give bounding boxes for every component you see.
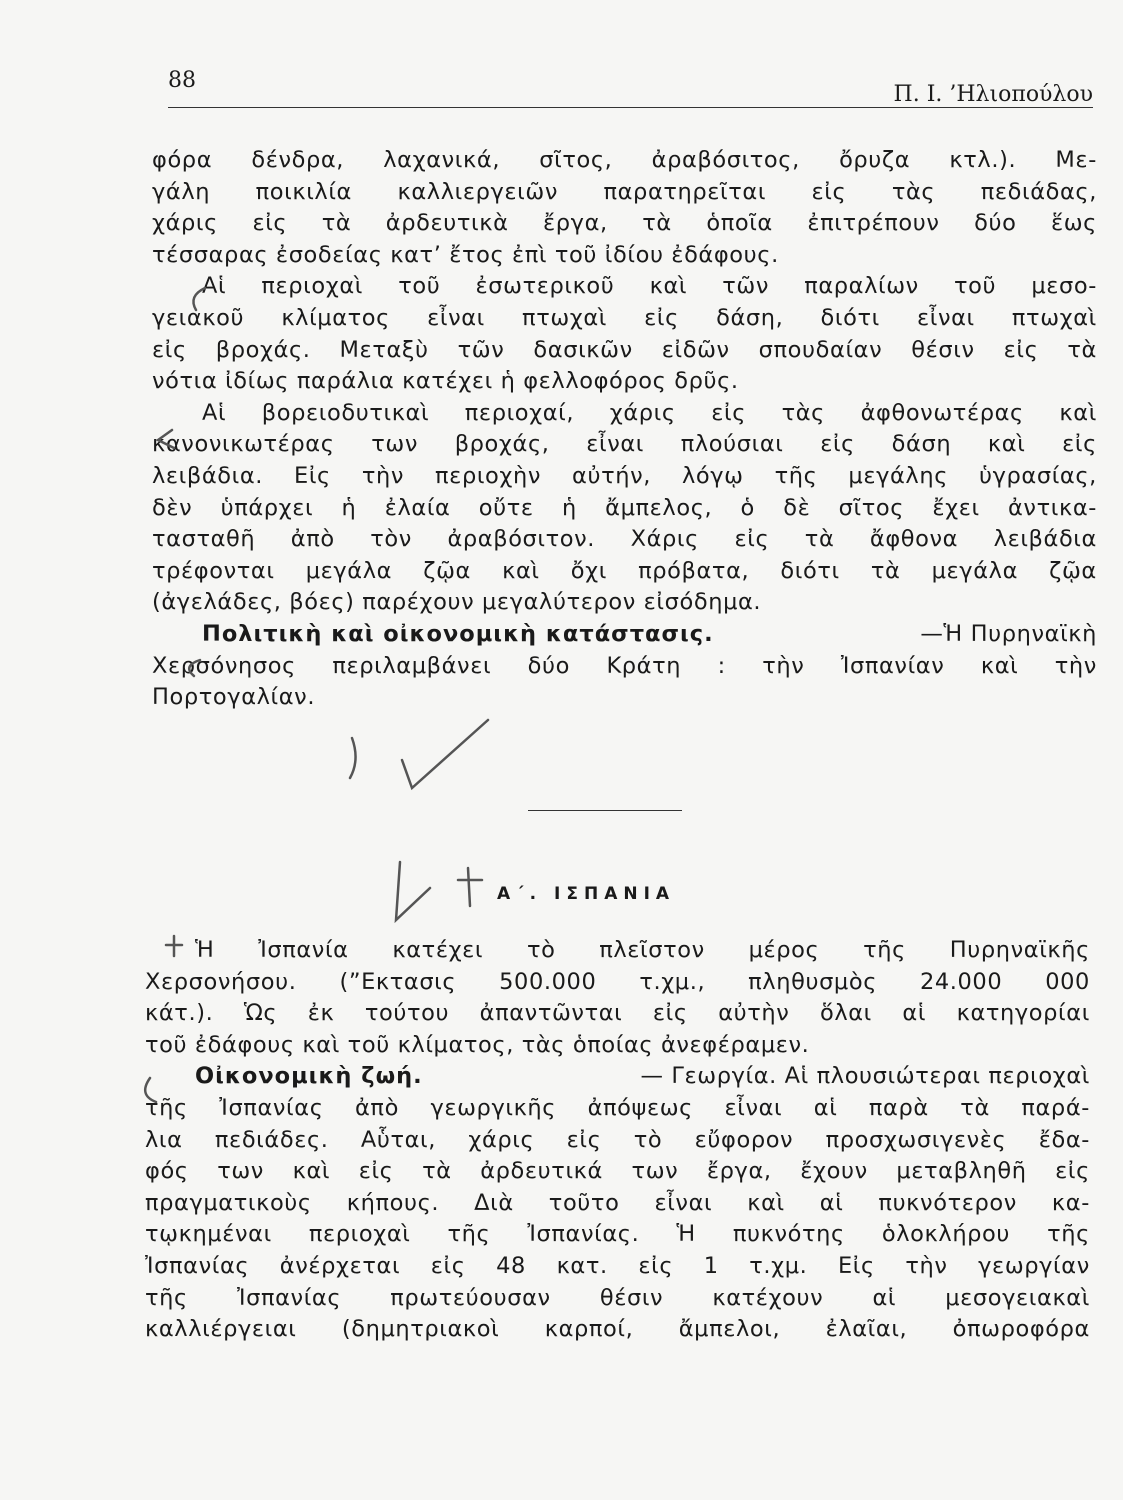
text-line: τρέφονται μεγάλα ζῷα καὶ ὄχι πρόβατα, διότι τὰ μεγάλα ζῷα [152, 557, 1097, 584]
text-line: Πορτογαλίαν. [152, 684, 316, 711]
text-line: τῆς Ἰσπανίας ἀπὸ γεωργικῆς ἀπόψεως εἶναι αἱ παρὰ τὰ παρά- [145, 1094, 1090, 1121]
header-rule [168, 107, 1093, 108]
pencil-check-mark [396, 862, 430, 920]
text-line: καλλιέργειαι (δημητριακοὶ καρποί, ἄμπελοι, ἐλαῖαι, ὀπωροφόρα [145, 1316, 1090, 1343]
page-number: 88 [168, 68, 196, 93]
body-text-bottom [145, 935, 1090, 1346]
text-line: τῆς Ἰσπανίας πρωτεύουσαν θέσιν κατέχουν αἱ μεσογειακαὶ [145, 1284, 1090, 1311]
text-line: φός των καὶ εἰς τὰ ἀρδευτικά των ἔργα, ἔχουν μεταβληθῆ εἰς [145, 1158, 1090, 1185]
paragraph-2 [152, 271, 1097, 397]
text-line: τέσσαρας ἐσοδείας κατ’ ἔτος ἐπὶ τοῦ ἰδίου ἐδάφους. [152, 241, 779, 268]
text-line: εἰς βροχάς. Μεταξὺ τῶν δασικῶν εἰδῶν σπουδαίαν θέσιν εἰς τὰ [152, 336, 1097, 363]
text-line: δὲν ὑπάρχει ἡ ἐλαία οὔτε ἡ ἄμπελος, ὁ δὲ σῖτος ἔχει ἀντικα- [152, 494, 1097, 521]
text-line: τῳκημέναι περιοχαὶ τῆς Ἰσπανίας. Ἡ πυκνότης ὁλοκλήρου τῆς [145, 1221, 1090, 1248]
pencil-check-mark [402, 720, 488, 788]
text-line: κάτ.). Ὡς ἐκ τούτου ἀπαντῶνται εἰς αὐτὴν ὅλαι αἱ κατηγορίαι [145, 1000, 1090, 1027]
pencil-bracket-mark [350, 738, 356, 778]
text-line: Αἱ περιοχαὶ τοῦ ἐσωτερικοῦ καὶ τῶν παραλίων τοῦ μεσο- [202, 273, 1097, 300]
pencil-cross-mark [458, 868, 482, 906]
text-line: γάλη ποικιλία καλλιεργειῶν παρατηρεῖται εἰς τὰς πεδιάδας, [152, 178, 1097, 205]
text-line [145, 1061, 1090, 1093]
text-line: νότια ἰδίως παράλια κατέχει ἡ φελλοφόρος δρῦς. [152, 368, 739, 395]
economy-line-rest: — Γεωργία. Αἱ πλουσιώτεραι περιοχαὶ [640, 1063, 1090, 1090]
politics-heading: Πολιτικὴ καὶ οἰκονομικὴ κατάστασις. [202, 620, 714, 647]
paragraph-spain-intro [145, 935, 1090, 1061]
text-line [152, 619, 1097, 651]
text-line: φόρα δένδρα, λαχανικά, σῖτος, ἀραβόσιτος, ὄρυζα κτλ.). Με- [152, 147, 1097, 173]
paragraph-economy [145, 1061, 1090, 1345]
text-line: Ἰσπανίας ἀνέρχεται εἰς 48 κατ. εἰς 1 τ.χμ. Εἰς τὴν γεωργίαν [145, 1252, 1090, 1279]
text-line: κανονικωτέρας των βροχάς, εἶναι πλούσιαι εἰς δάση καὶ εἰς [152, 431, 1097, 458]
text-line: πραγματικοὺς κήπους. Διὰ τοῦτο εἶναι καὶ αἱ πυκνότερον κα- [145, 1189, 1090, 1216]
section-heading: Α΄. ΙΣΠΑΝΙΑ [497, 884, 676, 904]
body-text-top [152, 145, 1097, 714]
text-line: τασταθῆ ἀπὸ τὸν ἀραβόσιτον. Χάρις εἰς τὰ ἄφθονα λειβάδια [152, 526, 1097, 553]
text-line: λειβάδια. Εἰς τὴν περιοχὴν αὐτήν, λόγῳ τῆς μεγάλης ὑγρασίας, [152, 462, 1097, 489]
text-line: χάρις εἰς τὰ ἀρδευτικὰ ἔργα, τὰ ὁποῖα ἐπιτρέπουν δύο ἕως [152, 210, 1097, 237]
text-line: Ἡ Ἰσπανία κατέχει τὸ πλεῖστον μέρος τῆς Πυρηναϊκῆς [195, 937, 1090, 963]
economy-heading: Οἰκονομικὴ ζωή. [195, 1063, 423, 1090]
text-line: (ἀγελάδες, βόες) παρέχουν μεγαλύτερον εἰσόδημα. [152, 589, 762, 616]
text-line: Αἱ βορειοδυτικαὶ περιοχαί, χάρις εἰς τὰς ἀφθονωτέρας καὶ [202, 399, 1097, 426]
paragraph-1 [152, 145, 1097, 271]
running-head: Π. Ι. ’Ηλιοπούλου [893, 82, 1093, 107]
paragraph-3 [152, 398, 1097, 619]
paragraph-politics [152, 619, 1097, 714]
page-header [168, 62, 1093, 107]
section-divider [528, 810, 682, 811]
text-line: λια πεδιάδες. Αὗται, χάρις εἰς τὸ εὔφορον προσχωσιγενὲς ἔδα- [145, 1126, 1090, 1153]
politics-line-rest: —Ἡ Πυρηναϊκὴ [920, 620, 1097, 647]
text-line: γειακοῦ κλίματος εἶναι πτωχαὶ εἰς δάση, διότι εἶναι πτωχαὶ [152, 304, 1097, 331]
text-line: Χερσόνησος περιλαμβάνει δύο Κράτη : τὴν Ἰσπανίαν καὶ τὴν [152, 652, 1097, 679]
text-line: τοῦ ἐδάφους καὶ τοῦ κλίματος, τὰς ὁποίας ἀνεφέραμεν. [145, 1031, 810, 1058]
text-line: Χερσονήσου. (”Εκτασις 500.000 τ.χμ., πληθυσμὸς 24.000 000 [145, 968, 1090, 995]
